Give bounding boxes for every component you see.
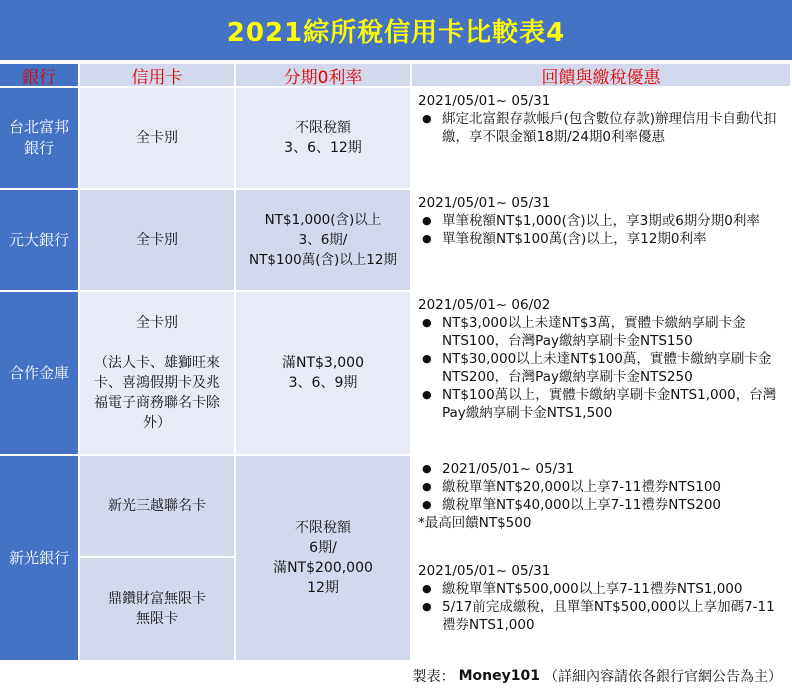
rewards-taipei-fubon <box>412 88 790 188</box>
list-item: ● 繳稅單筆NT$20,000以上享7-11禮券NTS100 <box>418 478 786 496</box>
installment-shinkong: 不限稅額 6期/ 滿NT$200,000 12期 <box>236 456 410 660</box>
installment-cooperative: 滿NT$3,000 3、6、9期 <box>236 292 410 454</box>
note-text: *最高回饋NT$500 <box>418 515 532 531</box>
card-taipei-fubon: 全卡別 <box>80 88 234 188</box>
card-shinkong-infinite: 鼎鑽財富無限卡 無限卡 <box>80 558 234 660</box>
list-item: ● 2021/05/01~ 05/31 <box>418 460 786 478</box>
bank-cooperative: 合作金庫 <box>0 292 78 454</box>
rewards-yuanta <box>412 190 790 290</box>
list-item: ● 單筆稅額NT$1,000(含)以上，享3期或6期分期0利率 <box>418 212 786 230</box>
list-item: ● 單筆稅額NT$100萬(含)以上，享12期0利率 <box>418 230 786 248</box>
date-text: 2021/05/01~ 05/31 <box>418 563 551 579</box>
list-item: ● 5/17前完成繳稅，且單筆NT$500,000以上享加碼7-11禮券NTS1,000 <box>418 598 786 634</box>
card-yuanta: 全卡別 <box>80 190 234 290</box>
footer-brand: Money101 <box>458 668 540 684</box>
rewards-shinkong-infinite <box>412 558 790 660</box>
list-item: ● 繳稅單筆NT$500,000以上享7-11禮券NTS1,000 <box>418 580 786 598</box>
bank-taipei-fubon: 台北富邦銀行 <box>0 88 78 188</box>
rewards-cooperative <box>412 292 790 454</box>
header-bank: 銀行 <box>0 64 78 86</box>
list-item: ● NT$100萬以上，實體卡繳納享刷卡金NTS1,000，台灣Pay繳納享刷卡金NTS1,500 <box>418 386 786 422</box>
date-text: 2021/05/01~ 06/02 <box>418 297 551 313</box>
bank-shinkong: 新光銀行 <box>0 456 78 660</box>
installment-taipei-fubon: 不限稅額 3、6、12期 <box>236 88 410 188</box>
list-item: ● NT$30,000以上未達NT$100萬，實體卡繳納享刷卡金NTS200，台灣Pay繳納享刷卡金NTS250 <box>418 350 786 386</box>
date-text: 2021/05/01~ 05/31 <box>418 195 551 211</box>
card-cooperative: 全卡別 （法人卡、雄獅旺來卡、喜鴻假期卡及兆福電子商務聯名卡除外） <box>80 292 234 454</box>
header-card: 信用卡 <box>80 64 234 86</box>
installment-yuanta: NT$1,000(含)以上 3、6期/ NT$100萬(含)以上12期 <box>236 190 410 290</box>
footer-note: （詳細內容請依各銀行官網公告為主） <box>544 669 782 685</box>
list-item: ● NT$3,000以上未達NT$3萬，實體卡繳納享刷卡金NTS100，台灣Pay繳納享刷卡金NTS150 <box>418 314 786 350</box>
header-rewards: 回饋與繳稅優惠 <box>412 64 790 86</box>
header-installment: 分期0利率 <box>236 64 410 86</box>
list-item: ● 繳稅單筆NT$40,000以上享7-11禮券NTS200 <box>418 496 786 514</box>
card-shinkong-mitsukoshi: 新光三越聯名卡 <box>80 456 234 556</box>
table-title: 2021綜所稅信用卡比較表4 <box>0 0 792 60</box>
list-item: ● 綁定北富銀存款帳戶(包含數位存款)辦理信用卡自動代扣繳，享不限金額18期/24期0利率優惠 <box>418 110 786 146</box>
bank-yuanta: 元大銀行 <box>0 190 78 290</box>
rewards-shinkong-mitsukoshi <box>412 456 790 556</box>
date-text: 2021/05/01~ 05/31 <box>418 93 551 109</box>
footer-credit <box>413 664 782 688</box>
footer-prefix: 製表： <box>412 669 455 685</box>
